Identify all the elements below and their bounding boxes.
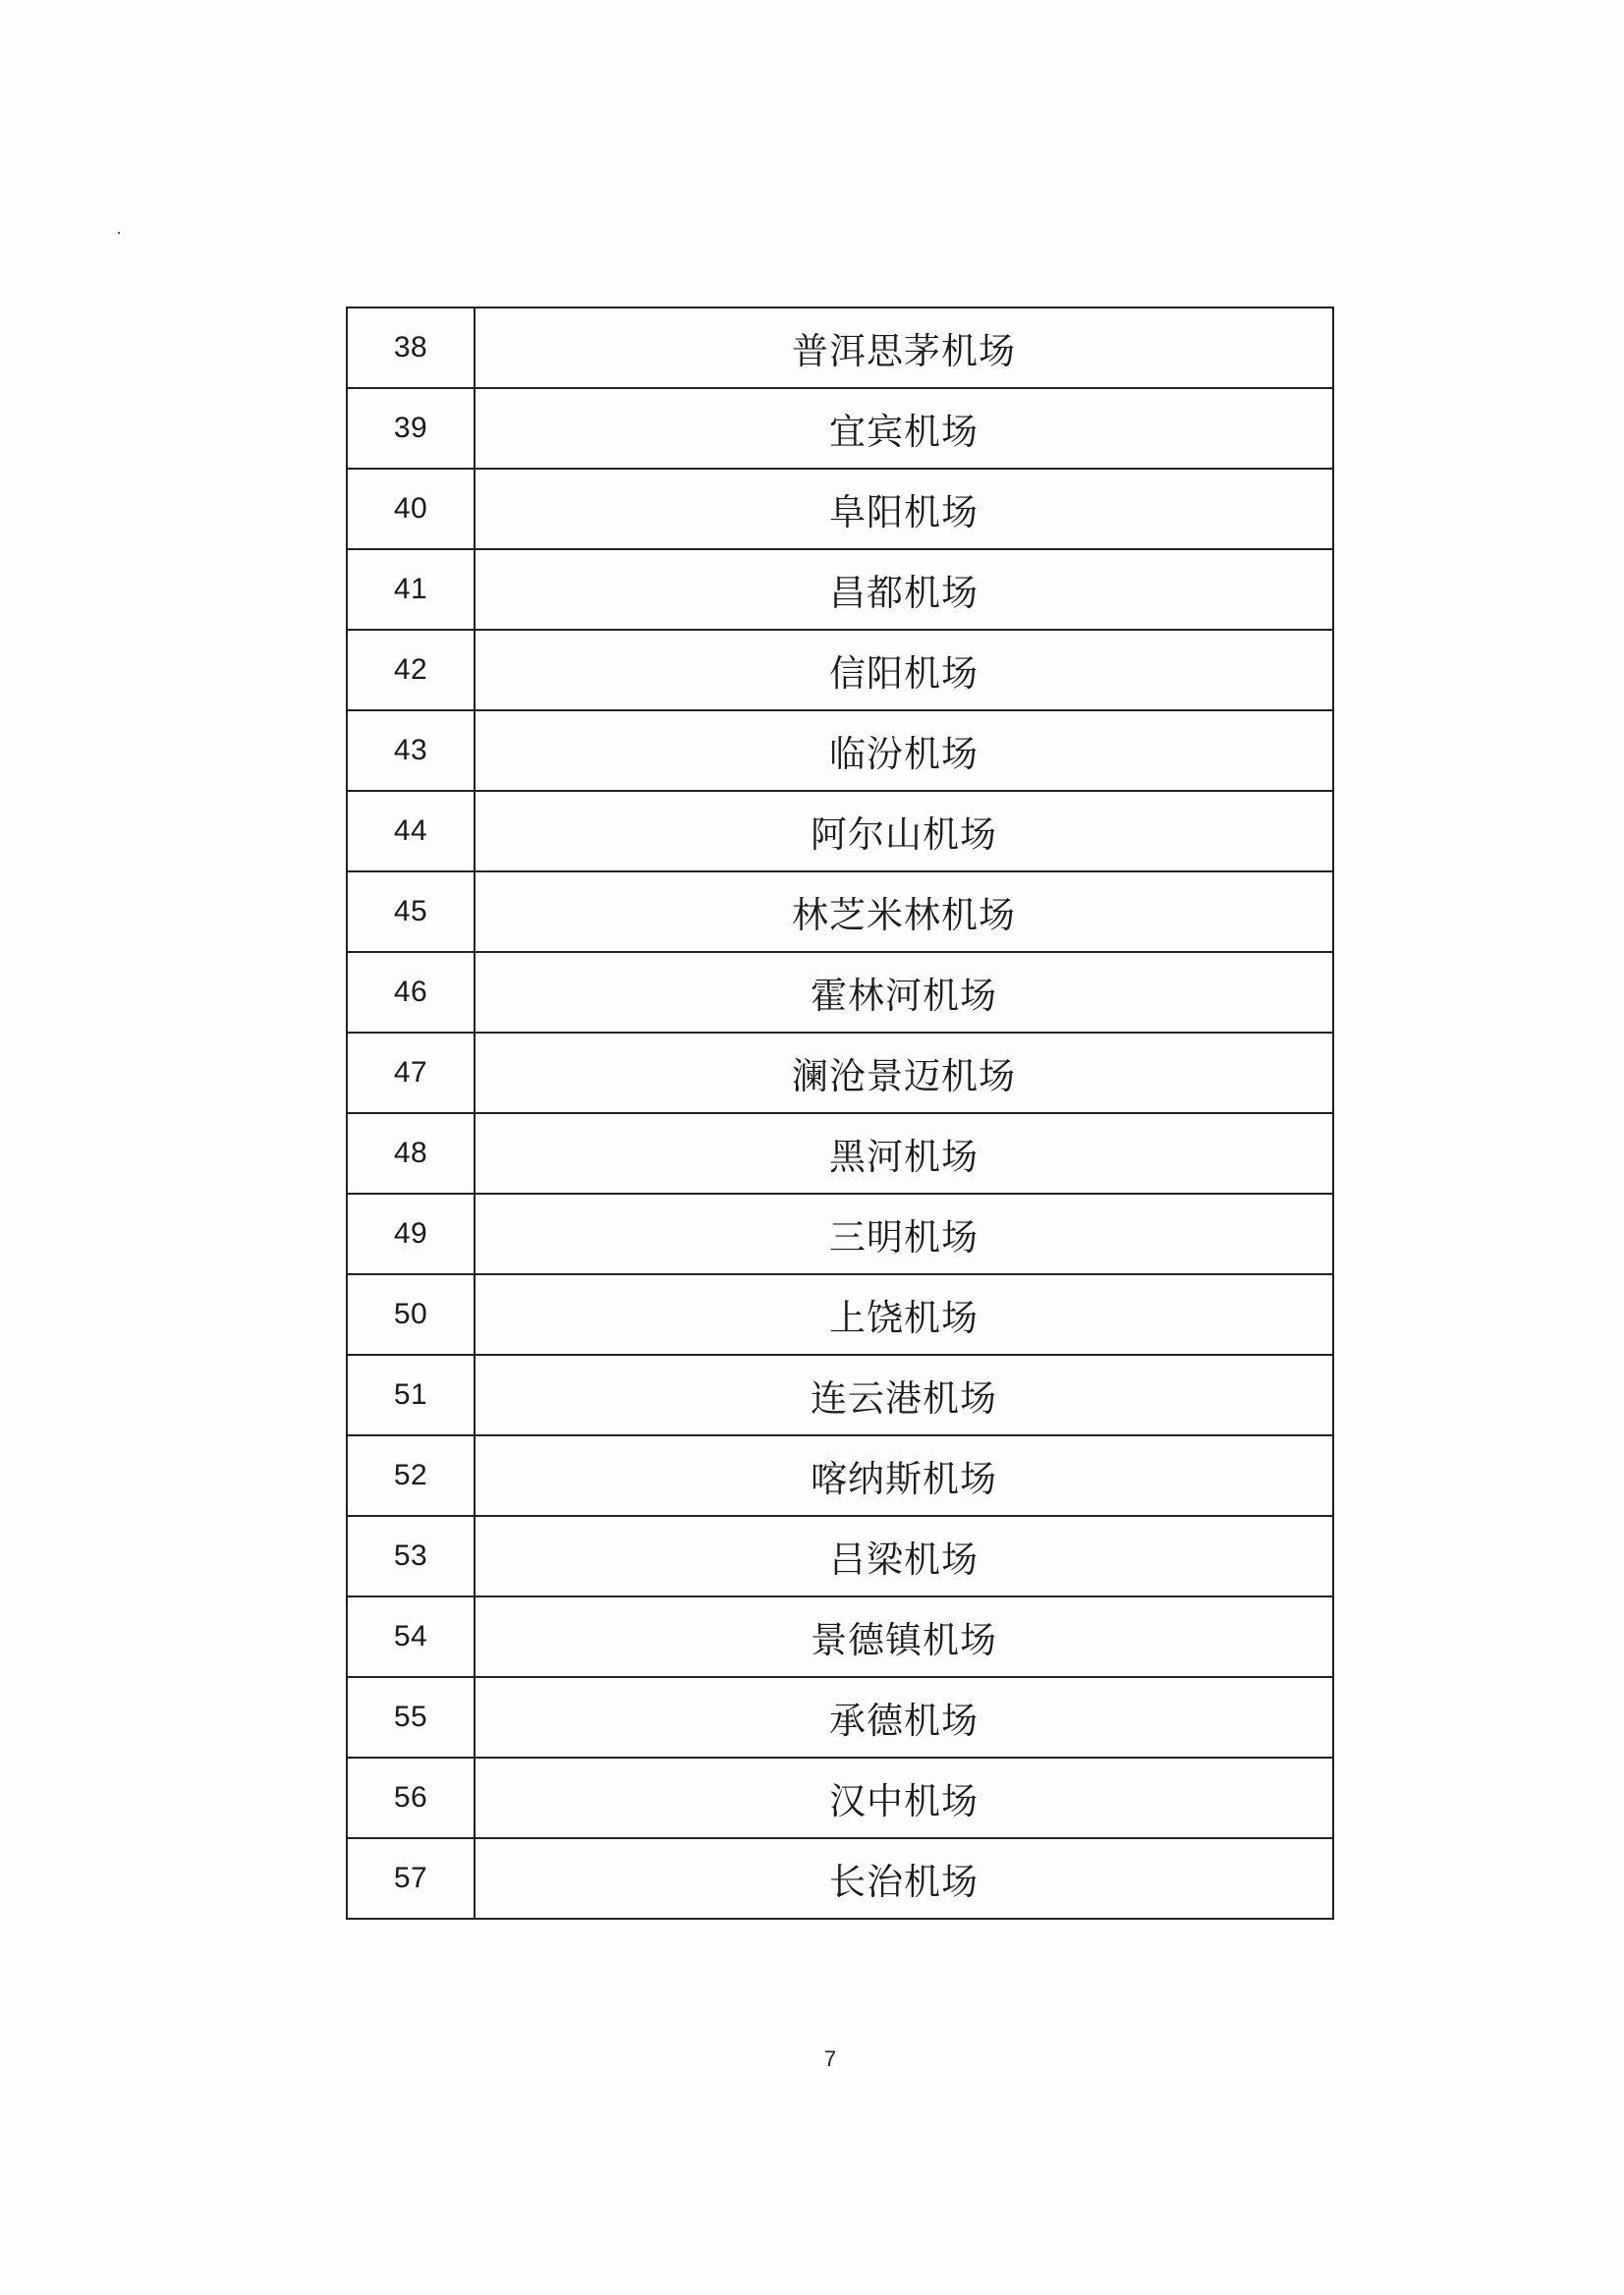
airport-name: 景德镇机场 [475, 1596, 1333, 1677]
page-number: 7 [823, 2046, 837, 2071]
row-number: 44 [347, 791, 475, 871]
table-row [347, 871, 1333, 952]
table-row [347, 308, 1333, 388]
table-row [347, 1516, 1333, 1596]
row-number: 45 [347, 871, 475, 952]
table-row [347, 710, 1333, 791]
row-number: 50 [347, 1274, 475, 1355]
airport-name: 霍林河机场 [475, 952, 1333, 1033]
airport-name: 林芝米林机场 [475, 871, 1333, 952]
table-row [347, 1033, 1333, 1113]
table-row [347, 952, 1333, 1033]
airport-name: 信阳机场 [475, 630, 1333, 710]
airport-name: 承德机场 [475, 1677, 1333, 1758]
table-row [347, 388, 1333, 469]
row-number: 53 [347, 1516, 475, 1596]
table-row [347, 630, 1333, 710]
table-row [347, 1758, 1333, 1838]
airport-name: 汉中机场 [475, 1758, 1333, 1838]
row-number: 57 [347, 1838, 475, 1919]
row-number: 39 [347, 388, 475, 469]
row-number: 48 [347, 1113, 475, 1194]
table-row [347, 549, 1333, 630]
row-number: 49 [347, 1194, 475, 1274]
table-row [347, 791, 1333, 871]
row-number: 40 [347, 469, 475, 549]
row-number: 55 [347, 1677, 475, 1758]
airport-name: 临汾机场 [475, 710, 1333, 791]
airport-name: 连云港机场 [475, 1355, 1333, 1435]
airport-name: 昌都机场 [475, 549, 1333, 630]
table-row [347, 1274, 1333, 1355]
row-number: 38 [347, 308, 475, 388]
row-number: 47 [347, 1033, 475, 1113]
airport-name: 三明机场 [475, 1194, 1333, 1274]
table-row [347, 1355, 1333, 1435]
table-row [347, 1677, 1333, 1758]
airport-name: 上饶机场 [475, 1274, 1333, 1355]
table-row [347, 1113, 1333, 1194]
airport-name: 吕梁机场 [475, 1516, 1333, 1596]
table-row [347, 1435, 1333, 1516]
row-number: 42 [347, 630, 475, 710]
airport-name: 喀纳斯机场 [475, 1435, 1333, 1516]
airport-table [346, 307, 1334, 1920]
row-number: 51 [347, 1355, 475, 1435]
scan-speck [118, 232, 120, 234]
row-number: 41 [347, 549, 475, 630]
table-row [347, 1596, 1333, 1677]
airport-name: 普洱思茅机场 [475, 308, 1333, 388]
table-row [347, 469, 1333, 549]
row-number: 46 [347, 952, 475, 1033]
table-row [347, 1838, 1333, 1919]
row-number: 54 [347, 1596, 475, 1677]
row-number: 56 [347, 1758, 475, 1838]
airport-name: 阜阳机场 [475, 469, 1333, 549]
airport-name: 长治机场 [475, 1838, 1333, 1919]
airport-name: 黑河机场 [475, 1113, 1333, 1194]
table-row [347, 1194, 1333, 1274]
airport-name: 澜沧景迈机场 [475, 1033, 1333, 1113]
airport-name: 宜宾机场 [475, 388, 1333, 469]
airport-name: 阿尔山机场 [475, 791, 1333, 871]
row-number: 52 [347, 1435, 475, 1516]
row-number: 43 [347, 710, 475, 791]
